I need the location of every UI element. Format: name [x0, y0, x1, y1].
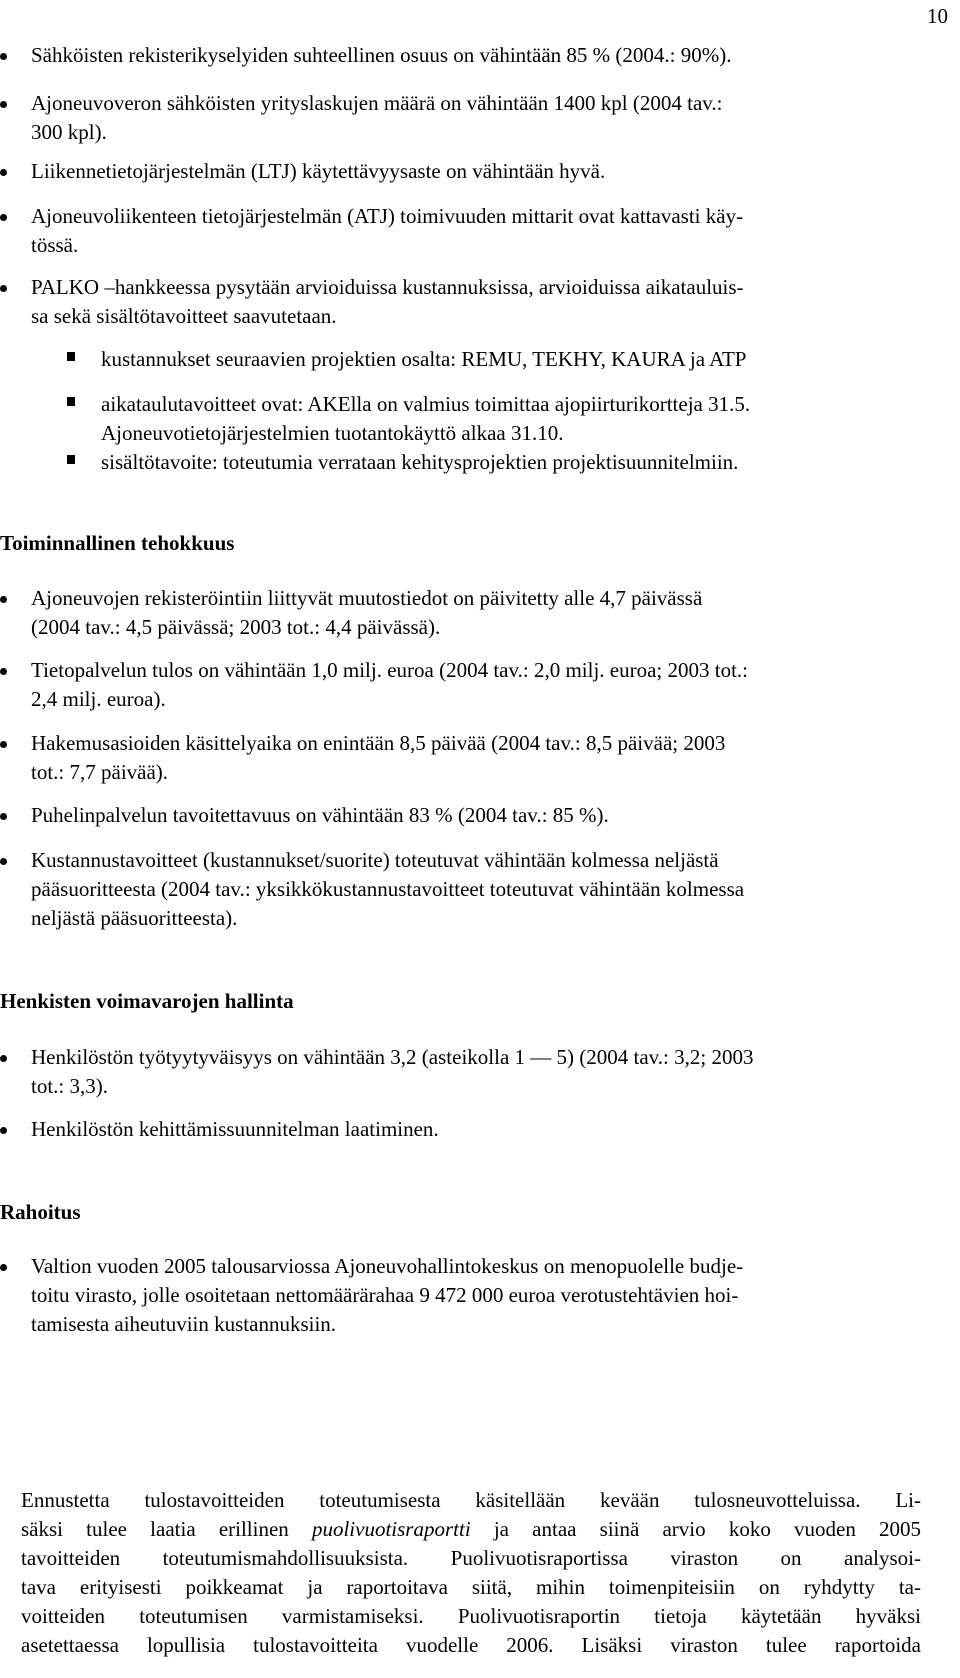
bullet-dot — [0, 741, 7, 748]
bullet-talousarvio: Valtion vuoden 2005 talousarviossa Ajoneuvohallintokeskus on menopuolelle budje- toitu virasto, jolle osoitetaan nettomäärärahaa 9 472 000 euroa verotustehtävien hoi- tamisesta aiheutuviin kustannuksiin. — [31, 1252, 921, 1339]
italic-term: puolivuotisraportti — [311, 1517, 471, 1541]
heading-rahoitus: Rahoitus — [0, 1200, 81, 1224]
square-bullet-icon — [67, 397, 75, 406]
heading-tehokkuus: Toiminnallinen tehokkuus — [0, 531, 235, 555]
paragraph-line-with-italic: säksi tulee laatia erillinen puolivuotisraportti ja antaa siinä arvio koko vuoden 2005 — [21, 1517, 921, 1541]
bullet-dot — [0, 1264, 7, 1271]
bullet-dot — [0, 596, 7, 603]
bullet-dot — [0, 214, 7, 221]
page-number: 10 — [927, 4, 948, 28]
square-bullet-icon — [67, 352, 75, 361]
heading-henkisto: Henkisten voimavarojen hallinta — [0, 989, 294, 1013]
bullet-dot — [0, 813, 7, 820]
bullet-dot — [0, 285, 7, 292]
bullet-puhelinpalvelu: Puhelinpalvelun tavoitettavuus on vähintään 83 % (2004 tav.: 85 %). — [31, 801, 921, 830]
bullet-tyotyytyvaisyys: Henkilöstön työtyytyväisyys on vähintään 3,2 (asteikolla 1 — 5) (2004 tav.: 3,2; 2003 tot.: 3,3). — [31, 1043, 921, 1101]
subbullet-sisalto: sisältötavoite: toteutumia verrataan kehitysprojektien projektisuunnitelmiin. — [101, 448, 931, 477]
closing-paragraph: Ennustetta tulostavoitteiden toteutumisesta käsitellään kevään tulosneuvotteluissa. Li- säksi tulee laatia erillinen puolivuotisraportti ja antaa siinä arvio koko vuoden 2005 tavoitteiden toteutumismahdollisuuksista. Puolivuotisraportissa viraston on analysoi- tava erityisesti poikkeamat ja raportoitava siitä, mihin toimenpiteisiin on ryhdytty ta- voitteiden toteutumisen varmistamiseksi. Puolivuotisraportin tietoja käytetään hyväksi asetettaessa lopullisia tulostavoitteita vuodelle 2006. Lisäksi viraston tulee raportoida — [21, 1488, 921, 1657]
bullet-rekisterikyselyt: Sähköisten rekisterikyselyiden suhteellinen osuus on vähintään 85 % (2004.: 90%). — [31, 41, 921, 70]
bullet-dot — [0, 169, 7, 176]
square-bullet-icon — [67, 455, 75, 464]
bullet-tietopalvelu: Tietopalvelun tulos on vähintään 1,0 milj. euroa (2004 tav.: 2,0 milj. euroa; 2003 tot.: 2,4 milj. euroa). — [31, 656, 921, 714]
subbullet-kustannukset: kustannukset seuraavien projektien osalta: REMU, TEKHY, KAURA ja ATP — [101, 345, 931, 374]
bullet-palko: PALKO –hankkeessa pysytään arvioiduissa kustannuksissa, arvioiduissa aikatauluis- sa sekä sisältötavoitteet saavutetaan. — [31, 273, 921, 331]
bullet-kehittamissuunnitelma: Henkilöstön kehittämissuunnitelman laatiminen. — [31, 1115, 921, 1144]
subbullet-aikataulu: aikataulutavoitteet ovat: AKElla on valmius toimittaa ajopiirturikortteja 31.5. Ajoneuvotietojärjestelmien tuotantokäyttö alkaa 31.10. — [101, 390, 931, 448]
bullet-kustannustavoitteet: Kustannustavoitteet (kustannukset/suorite) toteutuvat vähintään kolmessa neljästä pääsuoritteesta (2004 tav.: yksikkökustannustavoitteet toteutuvat vähintään kolmessa neljästä pääsuoritteesta). — [31, 846, 921, 933]
bullet-dot — [0, 668, 7, 675]
bullet-ltj: Liikennetietojärjestelmän (LTJ) käytettävyysaste on vähintään hyvä. — [31, 157, 921, 186]
bullet-dot — [0, 858, 7, 865]
bullet-yrityslaskut: Ajoneuvoveron sähköisten yrityslaskujen määrä on vähintään 1400 kpl (2004 tav.: 300 kpl). — [31, 89, 921, 147]
bullet-kasittelyaika: Hakemusasioiden käsittelyaika on enintään 8,5 päivää (2004 tav.: 8,5 päivää; 2003 tot.: 7,7 päivää). — [31, 729, 921, 787]
bullet-dot — [0, 53, 7, 60]
bullet-atj: Ajoneuvoliikenteen tietojärjestelmän (ATJ) toimivuuden mittarit ovat kattavasti käy- tössä. — [31, 202, 921, 260]
bullet-dot — [0, 1055, 7, 1062]
bullet-muutostiedot: Ajoneuvojen rekisteröintiin liittyvät muutostiedot on päivitetty alle 4,7 päivässä (2004 tav.: 4,5 päivässä; 2003 tot.: 4,4 päivässä). — [31, 584, 921, 642]
bullet-dot — [0, 1127, 7, 1134]
bullet-dot — [0, 101, 7, 108]
